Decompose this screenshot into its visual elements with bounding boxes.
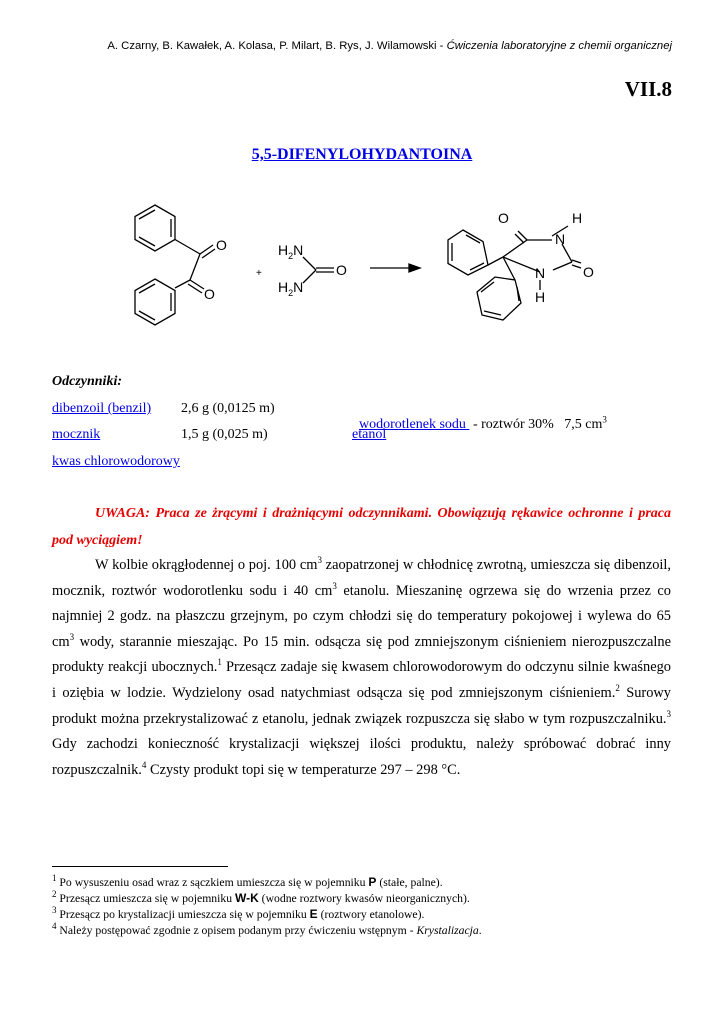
reagent-link-wodorotlenek-sodu[interactable]: wodorotlenek sodu [359, 417, 470, 432]
footnote-number: 1 [52, 873, 57, 884]
hydantoin-h3: H [572, 210, 583, 226]
footnote-ref[interactable]: 4 [141, 759, 147, 770]
footnote-ref[interactable]: 1 [217, 657, 222, 668]
header-authors: A. Czarny, B. Kawałek, A. Kolasa, P. Milart, B. Rys, J. Wilamowski [107, 40, 437, 52]
footnote-ref[interactable]: 2 [615, 683, 620, 694]
hydantoin-h1: H [535, 289, 546, 305]
product-lower-ring [477, 277, 521, 320]
exercise-code: VII.8 [624, 77, 672, 101]
hydantoin-n3: N [555, 231, 566, 247]
container-code: E [309, 907, 318, 921]
superscript: 3 [69, 631, 75, 642]
reaction-arrow [370, 264, 420, 272]
footnote-divider [52, 866, 228, 867]
header-book-title: Ćwiczenia laboratoryjne z chemii organicznej [446, 40, 672, 52]
reagent-link-dibenzoil[interactable]: dibenzoil (benzil) [52, 401, 152, 416]
urea-amine-lower: $H_2N$ [278, 279, 304, 298]
footnote-4 [52, 923, 482, 938]
product-upper-ring [448, 230, 488, 275]
footnote-text: (roztwory etanolowe). [317, 908, 425, 921]
benzil-o-lower: O [204, 286, 215, 302]
benzil-upper-ring [135, 205, 175, 251]
procedure-text: Przesącz zadaje się kwasem chlorowodorowym do odczynu silnie kwaśnego i oziębia w lodzie. Wydzielony osad natychmiast odsącza się pod zmniejszonym ciśnieniem. [52, 659, 671, 701]
procedure-paragraph [52, 553, 671, 783]
container-code: W-K [235, 891, 259, 905]
benzil-lower-ring [135, 279, 175, 325]
superscript: 3 [317, 555, 322, 566]
reagent-wodorotlenek-sodu [352, 401, 607, 433]
procedure-text: zaopatrzonej w chłodnicę zwrotną, umieszcza się dibenzoil, mocznik, roztwór wodorotlenku sodu i 40 cm [52, 557, 671, 599]
reaction-scheme [120, 200, 610, 330]
reagent-link-mocznik[interactable]: mocznik [52, 427, 101, 442]
plus-sign: + [256, 268, 262, 279]
procedure-text: W kolbie okrągłodennej o poj. 100 cm [95, 557, 318, 573]
footnote-ref[interactable]: 3 [666, 708, 671, 719]
container-code: P [368, 875, 377, 889]
reagents-heading: Odczynniki: [52, 374, 122, 389]
reagent-amount-wodorotlenek-sodu: - roztwór 30% 7,5 cm [469, 417, 603, 432]
procedure-text: etanolu. Mieszaninę ogrzewa się do wrzenia przez co najmniej 2 godz. na płaszczu grzejnym, po czym chłodzi się do temperatury pokojowej i wylewa do 65 cm [52, 582, 671, 650]
footnote-text: Po wysuszeniu osad wraz z sączkiem umieszcza się w pojemniku [56, 876, 369, 889]
safety-warning: UWAGA: Praca ze żrącymi i drażniącymi odczynnikami. Obowiązują rękawice ochronne i praca pod wyciągiem! [52, 506, 671, 548]
footnote-number: 3 [52, 905, 57, 916]
reagent-amount-mocznik: 1,5 g (0,025 m) [181, 427, 268, 442]
footnote-text: (stałe, palne). [376, 876, 443, 889]
footnote-text: Należy postępować zgodnie z opisem podanym przy ćwiczeniu wstępnym - [56, 924, 417, 937]
footnote-1 [52, 875, 443, 890]
footnote-2 [52, 891, 470, 906]
footnote-text: . [478, 924, 482, 937]
footnote-text: Przesącz umieszcza się w pojemniku [56, 892, 235, 905]
footnote-number: 2 [52, 889, 57, 900]
hydantoin-oxygen-2: O [583, 264, 594, 280]
footnote-3 [52, 907, 424, 922]
footnote-text: (wodne roztwory kwasów nieorganicznych). [258, 892, 470, 905]
reagent-link-etanol[interactable]: etanol [352, 427, 387, 442]
reagent-amount-dibenzoil: 2,6 g (0,0125 m) [181, 401, 275, 416]
footnote-number: 4 [52, 921, 57, 932]
footnote-italic-ref: Krystalizacja [416, 924, 479, 937]
benzil-o-upper: O [216, 237, 227, 253]
footnote-text: Przesącz po krystalizacji umieszcza się w pojemniku [56, 908, 310, 921]
procedure-text: Gdy zachodzi konieczność krystalizacji większej ilości produktu, należy spróbować dobrać inny rozpuszczalnik. [52, 736, 671, 778]
procedure-text: Surowy produkt można przekrystalizować z etanolu, jednak związek rozpuszcza się słabo w tym rozpuszczalniku. [52, 684, 671, 727]
urea-amine-upper: $H_2N$ [278, 242, 304, 261]
superscript: 3 [332, 580, 337, 591]
urea-oxygen: O [336, 262, 347, 278]
hydantoin-oxygen-4: O [498, 210, 509, 226]
header-separator: - [436, 40, 447, 52]
page-title: 5,5-DIFENYLOHYDANTOINA [251, 146, 473, 163]
reagent-link-kwas-chlorowodorowy[interactable]: kwas chlorowodorowy [52, 454, 180, 469]
superscript: 3 [602, 414, 607, 425]
procedure-text: wody, starannie mieszając. Po 15 min. odsącza się pod zmniejszonym ciśnieniem nierozpuszczalne produkty reakcji ubocznych. [52, 633, 671, 676]
hydantoin-n1: N [535, 265, 546, 281]
running-header [50, 40, 672, 52]
procedure-text: Czysty produkt topi się w temperaturze 297 – 298 °C. [146, 761, 461, 778]
